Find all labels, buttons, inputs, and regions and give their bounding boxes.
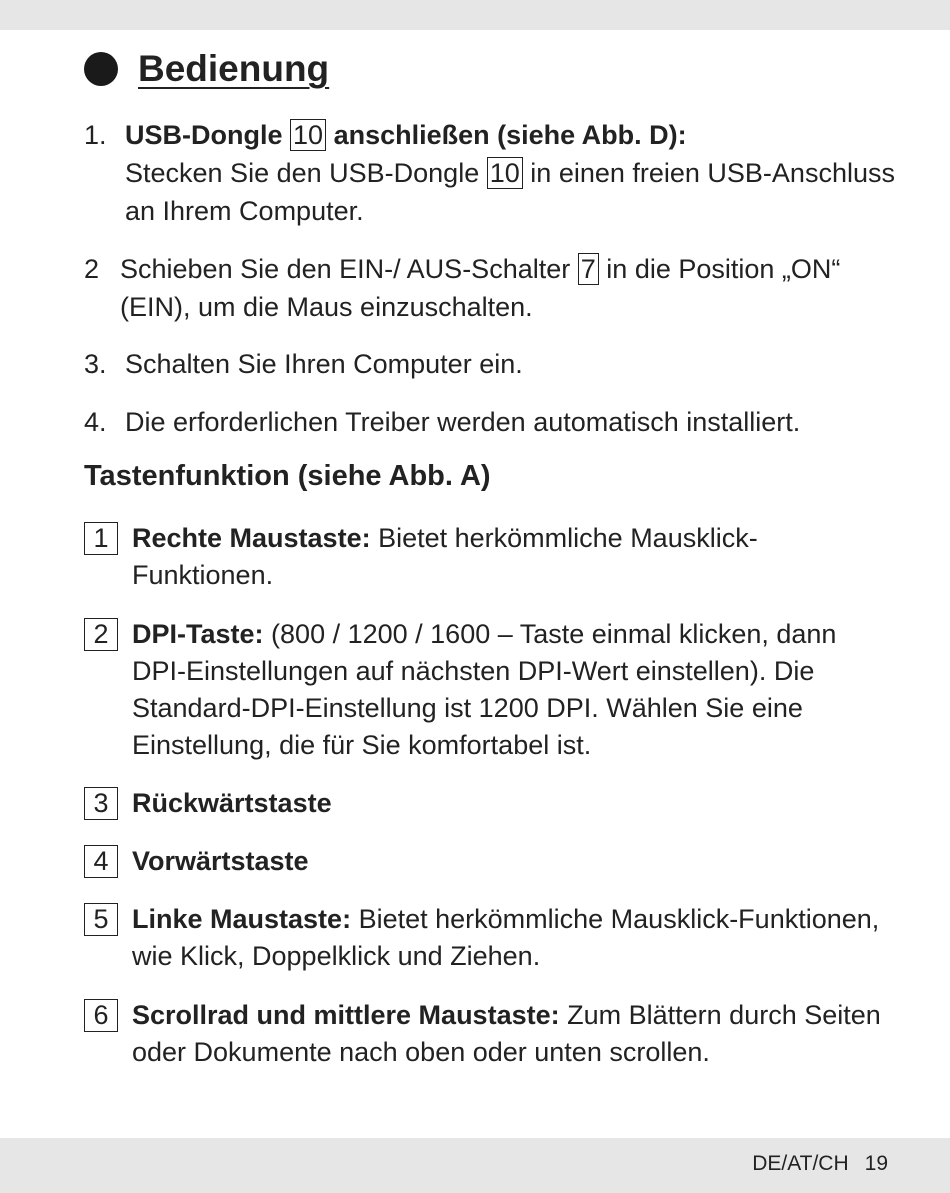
step-title: USB-Dongle — [125, 120, 283, 150]
item-title: Rechte Maustaste: — [132, 523, 371, 553]
step-text: Stecken Sie den USB-Dongle — [125, 158, 480, 188]
number-box: 2 — [84, 618, 118, 651]
step-number: 4. — [84, 407, 107, 437]
step-4 — [84, 403, 904, 441]
button-item-5 — [84, 901, 894, 975]
button-item-6 — [84, 997, 894, 1071]
item-title: Vorwärtstaste — [132, 846, 309, 876]
item-text: (800 / 1200 / 1600 – Taste einmal klicken, dann DPI-Einstellungen auf nächsten DPI-Wert einstellen). Die Standard-DPI-Einstellung ist 1200 DPI. Wählen Sie eine Einstellung, die für Sie komfortabel ist. — [132, 619, 837, 760]
number-box: 3 — [84, 787, 118, 820]
step-3 — [84, 345, 904, 383]
item-title: Scrollrad und mittlere Maustaste: — [132, 1000, 560, 1030]
step-title-rest: anschließen (siehe Abb. D): — [333, 120, 687, 150]
number-box: 4 — [84, 845, 118, 878]
step-number: 1. — [84, 120, 107, 150]
page-footer — [752, 1152, 888, 1176]
item-text: Bietet herkömmliche Mausklick-Funktionen. — [132, 523, 758, 590]
page-title: Bedienung — [138, 48, 330, 89]
item-title: Rückwärtstaste — [132, 788, 332, 818]
item-text: Zum Blättern durch Seiten oder Dokumente nach oben oder unten scrollen. — [132, 1000, 881, 1067]
subheading: Tastenfunktion (siehe Abb. A) — [84, 460, 491, 492]
step-1 — [84, 116, 904, 230]
reference-box: 10 — [290, 119, 326, 151]
number-box: 5 — [84, 903, 118, 936]
step-text: Schalten Sie Ihren Computer ein. — [125, 349, 523, 379]
footer-region: DE/AT/CH — [752, 1152, 849, 1175]
reference-box: 7 — [578, 253, 599, 285]
button-item-1 — [84, 520, 894, 594]
reference-box: 10 — [487, 157, 523, 189]
step-2 — [84, 250, 904, 326]
step-number: 3. — [84, 349, 107, 379]
step-text: Die erforderlichen Treiber werden automatisch installiert. — [125, 407, 801, 437]
section-heading — [84, 48, 329, 90]
button-item-3 — [84, 785, 894, 822]
button-item-2 — [84, 616, 894, 764]
item-text: Bietet herkömmliche Mausklick-Funktionen, wie Klick, Doppelklick und Ziehen. — [132, 904, 880, 971]
number-box: 6 — [84, 999, 118, 1032]
step-text-rest: in einen freien USB-Anschluss an Ihrem Computer. — [125, 158, 895, 226]
item-title: DPI-Taste: — [132, 619, 264, 649]
step-text: Schieben Sie den EIN-/ AUS-Schalter — [120, 254, 571, 284]
step-text-rest: in die Position „ON“ (EIN), um die Maus einzuschalten. — [120, 254, 841, 322]
top-band — [0, 0, 950, 30]
page-number: 19 — [864, 1152, 888, 1175]
number-box: 1 — [84, 522, 118, 555]
bullet-icon — [84, 52, 118, 86]
step-number: 2 — [84, 254, 100, 284]
button-item-4 — [84, 843, 894, 880]
item-title: Linke Maustaste: — [132, 904, 352, 934]
